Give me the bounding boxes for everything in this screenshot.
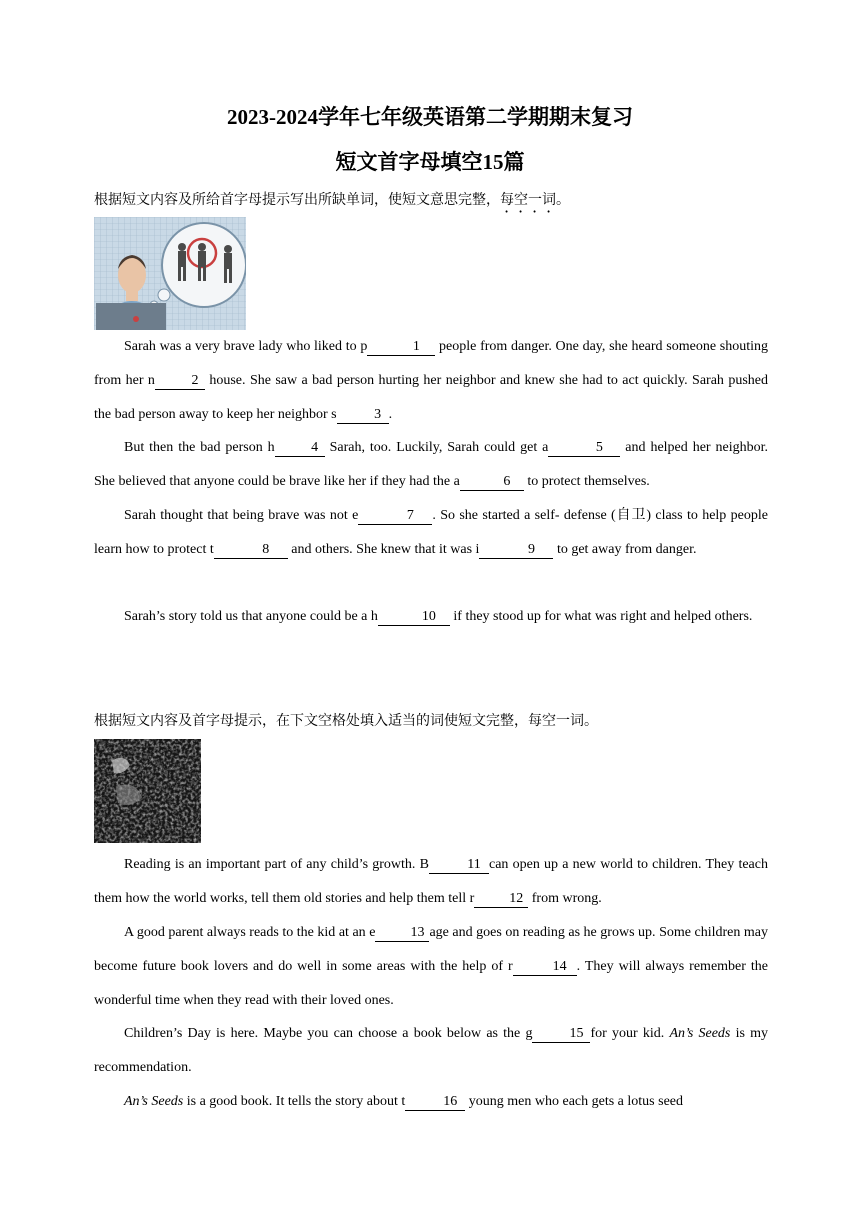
passage1-paragraph-2: But then the bad person h 4 Sarah, too. Luckily, Sarah could get a 5 and helped her neighbor. She believed that anyone could be brave like her if they had the a 6 to protect themselves.	[94, 440, 769, 489]
page-title: 2023-2024学年七年级英语第二学期期末复习	[227, 105, 633, 129]
blank-12[interactable]: 12	[474, 891, 528, 908]
page-subtitle: 短文首字母填空15篇	[335, 150, 525, 174]
passage1-paragraph-3: Sarah thought that being brave was not e 7 . So she started a self- defense (自卫) class to help people learn how to protect t 8 and others. She knew that it was i 9 to get away from danger.	[94, 508, 768, 557]
instructions-1	[94, 189, 570, 216]
blank-6[interactable]: 6	[460, 474, 524, 491]
passage1-paragraph-4: Sarah’s story told us that anyone could be a h 10 if they stood up for what was right and helped others.	[124, 609, 753, 624]
blank-3[interactable]: 3	[337, 407, 389, 424]
instructions-emphasis: 每空一词	[500, 192, 556, 208]
blank-8[interactable]: 8	[214, 542, 288, 559]
passage2-paragraph-2: A good parent always reads to the kid at an e 13 age and goes on reading as he grows up. Some children may become future book lovers and do well in some areas with the help of r 14 . They will always remember the wonderful time when they read with their loved ones.	[94, 925, 768, 1008]
blank-13[interactable]: 13	[375, 925, 429, 942]
self-defense-illustration	[94, 217, 246, 330]
blank-10[interactable]: 10	[378, 609, 450, 626]
instructions-end: 。	[556, 192, 570, 208]
blank-11[interactable]: 11	[429, 857, 489, 874]
blank-2[interactable]: 2	[155, 373, 205, 390]
book-cover-photo	[94, 739, 201, 843]
blank-1[interactable]: 1	[367, 339, 435, 356]
blank-9[interactable]: 9	[479, 542, 553, 559]
book-title: An’s Seeds	[669, 1026, 731, 1041]
instructions-2: 根据短文内容及首字母提示，在下文空格处填入适当的词使短文完整，每空一词。	[94, 713, 598, 729]
passage1-paragraph-1: Sarah was a very brave lady who liked to p 1 people from danger. One day, she heard someone shouting from her n 2 house. She saw a bad person hurting her neighbor and knew she had to act quickly. Sarah pushed the bad person away to keep her neighbor s 3 .	[94, 339, 769, 422]
passage2-paragraph-4: An’s Seeds is a good book. It tells the story about t 16 young men who each gets a lotus seed	[124, 1094, 683, 1109]
blank-4[interactable]: 4	[275, 440, 325, 457]
blank-7[interactable]: 7	[358, 508, 432, 525]
blank-16[interactable]: 16	[405, 1094, 465, 1111]
passage2-paragraph-1: Reading is an important part of any child’s growth. B 11 can open up a new world to children. They teach them how the world works, tell them old stories and help them tell r 12 from wrong.	[94, 857, 768, 906]
blank-14[interactable]: 14	[513, 959, 577, 976]
instructions-text: 根据短文内容及所给首字母提示写出所缺单词，使短文意思完整，	[94, 192, 500, 208]
book-title: An’s Seeds	[124, 1094, 184, 1109]
passage2-paragraph-3: Children’s Day is here. Maybe you can choose a book below as the g 15 for your kid. An’s Seeds is my recommendation.	[94, 1026, 768, 1075]
blank-15[interactable]: 15	[532, 1026, 590, 1043]
blank-5[interactable]: 5	[548, 440, 620, 457]
